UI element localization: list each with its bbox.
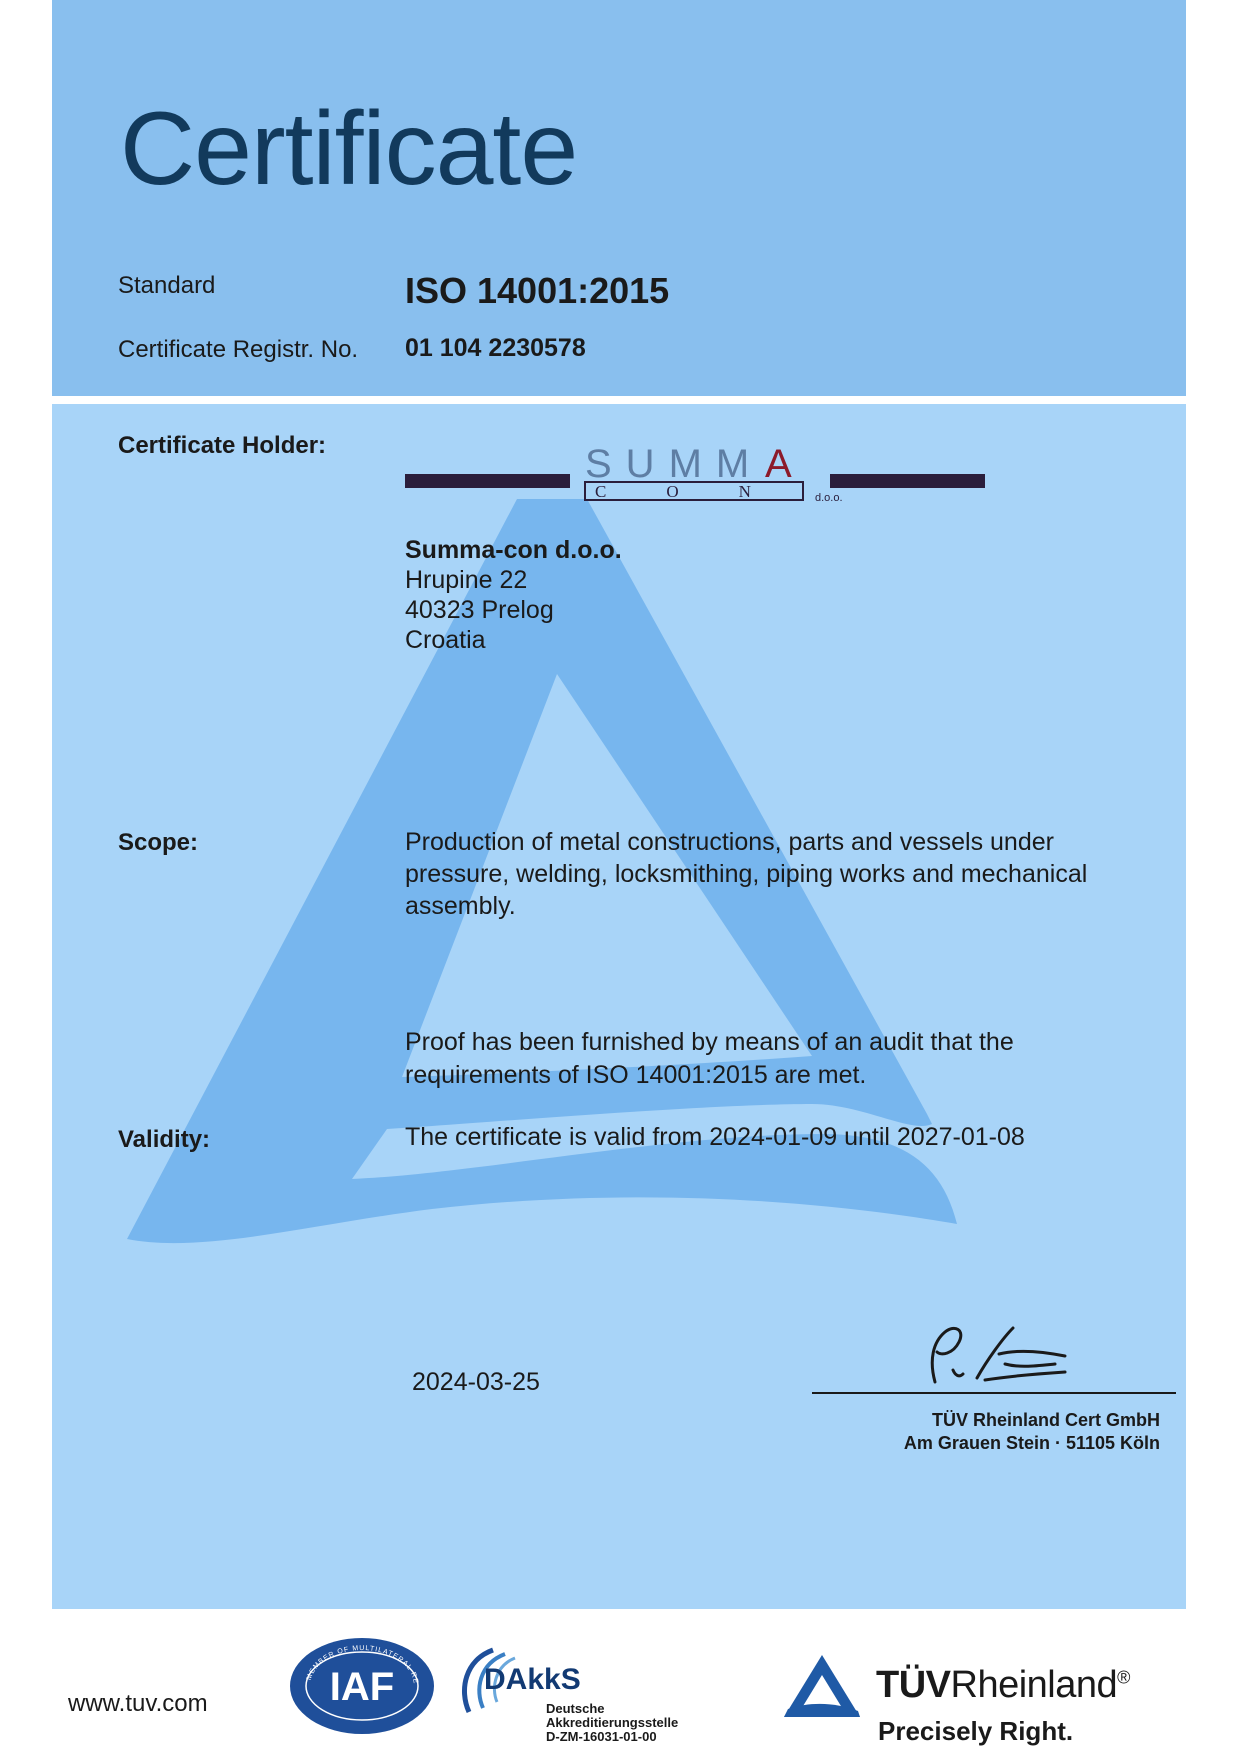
- dakks-name: DAkkS: [484, 1663, 581, 1696]
- tuv-brand-part-a: TÜV: [876, 1664, 951, 1706]
- dakks-subtitle: [546, 1702, 678, 1744]
- tuv-brand-name: [876, 1664, 1130, 1707]
- dakks-line-1: Deutsche: [546, 1701, 605, 1716]
- scope-label: Scope:: [118, 829, 199, 856]
- dakks-line-2: Akkreditierungsstelle: [546, 1715, 679, 1730]
- tuv-website-link[interactable]: www.tuv.com: [68, 1690, 208, 1717]
- certificate-title: Certificate: [120, 91, 578, 207]
- dakks-line-3: D-ZM-16031-01-00: [546, 1729, 657, 1744]
- proof-statement: Proof has been furnished by means of an audit that the requirements of ISO 14001:2015 are met.: [405, 1028, 1014, 1089]
- standard-label: Standard: [118, 272, 216, 299]
- validity-label: Validity:: [118, 1126, 211, 1153]
- holder-name: Summa-con d.o.o.: [405, 536, 622, 564]
- holder-company-logo: [405, 444, 985, 514]
- standard-value: ISO 14001:2015: [405, 270, 670, 311]
- svg-text:A: A: [765, 444, 792, 486]
- issuer-name: TÜV Rheinland Cert GmbH: [931, 1410, 1160, 1430]
- holder-city: 40323 Prelog: [405, 596, 554, 624]
- issuer-address: Am Grauen Stein · 51105 Köln: [903, 1433, 1160, 1453]
- registration-value: 01 104 2230578: [405, 334, 586, 362]
- svg-text:CON: CON: [595, 482, 811, 501]
- issue-date: 2024-03-25: [412, 1368, 540, 1396]
- registration-label: Certificate Registr. No.: [118, 336, 359, 363]
- holder-country: Croatia: [405, 626, 486, 654]
- signature-line: [812, 1392, 1176, 1394]
- scope-text: Production of metal constructions, parts and vessels under pressure, welding, locksmithing, piping works and mechanical assembly.: [405, 828, 1088, 920]
- holder-address: [405, 535, 622, 655]
- issuer-block: [904, 1409, 1160, 1455]
- signature: [915, 1320, 1075, 1392]
- tuv-registered-mark: ®: [1117, 1667, 1130, 1688]
- iaf-label: IAF: [329, 1665, 395, 1709]
- holder-label: Certificate Holder:: [118, 432, 327, 459]
- svg-text:SUMM: SUMM: [585, 444, 764, 486]
- svg-text:d.o.o.: d.o.o.: [815, 492, 843, 504]
- tuv-brand-part-b: Rheinland: [950, 1664, 1118, 1706]
- validity-text: The certificate is valid from 2024-01-09 until 2027-01-08: [405, 1123, 1025, 1151]
- iaf-logo: [288, 1636, 436, 1736]
- tuv-tagline: Precisely Right.: [878, 1716, 1074, 1746]
- iaf-ring-text: MEMBER OF MULTILATERAL RE: [305, 1644, 420, 1685]
- holder-street: Hrupine 22: [405, 566, 528, 594]
- tuv-triangle-icon: [782, 1653, 862, 1719]
